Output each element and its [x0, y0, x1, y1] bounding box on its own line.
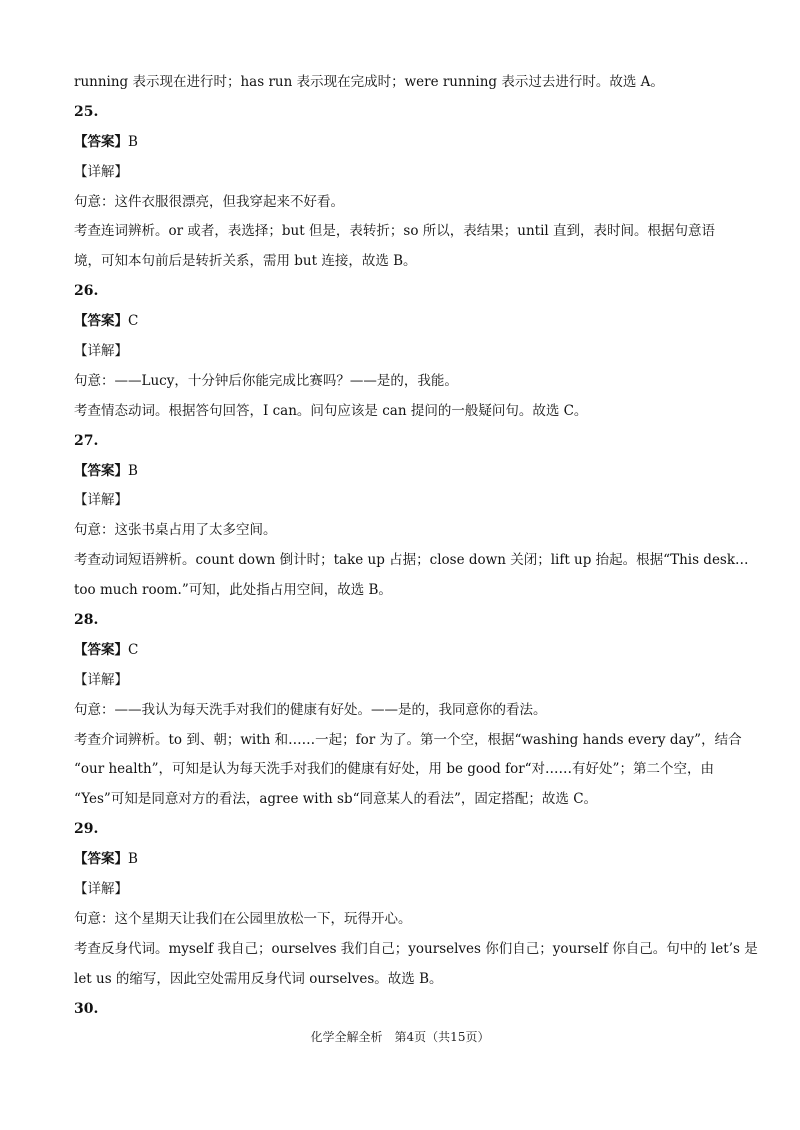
- answer-line: [74, 134, 728, 150]
- page-footer: 化学全解全析 第4页（共15页）: [310, 1030, 490, 1044]
- text-line: 考查连词辨析。or 或者，表选择；but 但是，表转折；so 所以，表结果；until 直到，表时间。根据句意语: [74, 223, 716, 240]
- answer-tag: 【答案】: [74, 851, 128, 868]
- answer-line: [74, 313, 728, 329]
- text-line: too much room.”可知，此处指占用空间，故选 B。: [74, 582, 392, 599]
- text-line: “our health”，可知是认为每天洗手对我们的健康有好处，用 be good for“对……有好处”；第二个空，由: [74, 761, 714, 778]
- text-line: running 表示现在进行时；has run 表示现在完成时；were running 表示过去进行时。故选 A。: [74, 74, 664, 90]
- text-line: 句意：这件衣服很漂亮，但我穿起来不好看。: [74, 193, 344, 210]
- text-line: 【详解】: [74, 671, 128, 688]
- text-line: 考查介词辨析。to 到、朝；with 和……一起；for 为了。第一个空，根据“washing hands every day”，结合: [74, 731, 742, 748]
- answer-value: B: [128, 462, 138, 479]
- text-line: 句意：这个星期天让我们在公园里放松一下，玩得开心。: [74, 910, 412, 927]
- page-content: [74, 74, 758, 1031]
- text-line: 句意：——Lucy，十分钟后你能完成比赛吗？——是的，我能。: [74, 372, 458, 389]
- answer-tag: 【答案】: [74, 641, 128, 658]
- text-line: 【详解】: [74, 492, 128, 509]
- text-line: let us 的缩写，因此空处需用反身代词 ourselves。故选 B。: [74, 970, 443, 987]
- answer-tag: 【答案】: [74, 133, 128, 150]
- answer-tag: 【答案】: [74, 462, 128, 479]
- answer-value: C: [128, 641, 139, 658]
- text-line: 【详解】: [74, 163, 128, 180]
- question-number: 29.: [74, 821, 99, 838]
- question-number: 26.: [74, 283, 99, 300]
- answer-value: B: [128, 851, 138, 868]
- question-number: 28.: [74, 612, 99, 629]
- answer-line: [74, 642, 728, 658]
- answer-tag: 【答案】: [74, 313, 128, 330]
- text-line: 考查情态动词。根据答句回答，I can。问句应该是 can 提问的一般疑问句。故选 C。: [74, 402, 588, 419]
- answer-line: [74, 463, 728, 479]
- text-line: 句意：——我认为每天洗手对我们的健康有好处。——是的，我同意你的看法。: [74, 701, 547, 718]
- answer-line: [74, 851, 728, 867]
- answer-value: B: [128, 133, 138, 150]
- text-line: 考查动词短语辨析。count down 倒计时；take up 占据；close down 关闭；lift up 抬起。根据“This desk…: [74, 552, 749, 569]
- answer-value: C: [128, 313, 139, 330]
- text-line: “Yes”可知是同意对方的看法，agree with sb“同意某人的看法”，固定搭配；故选 C。: [74, 791, 598, 808]
- text-line: 考查反身代词。myself 我自己；ourselves 我们自己；yourselves 你们自己；yourself 你自己。句中的 let’s 是: [74, 940, 758, 957]
- question-number: 27.: [74, 432, 99, 449]
- text-line: 【详解】: [74, 881, 128, 898]
- question-number: 30.: [74, 1000, 99, 1017]
- text-line: 句意：这张书桌占用了太多空间。: [74, 522, 277, 539]
- text-line: 【详解】: [74, 343, 128, 360]
- text-line: 境，可知本句前后是转折关系，需用 but 连接，故选 B。: [74, 253, 417, 270]
- question-number: 25.: [74, 103, 99, 120]
